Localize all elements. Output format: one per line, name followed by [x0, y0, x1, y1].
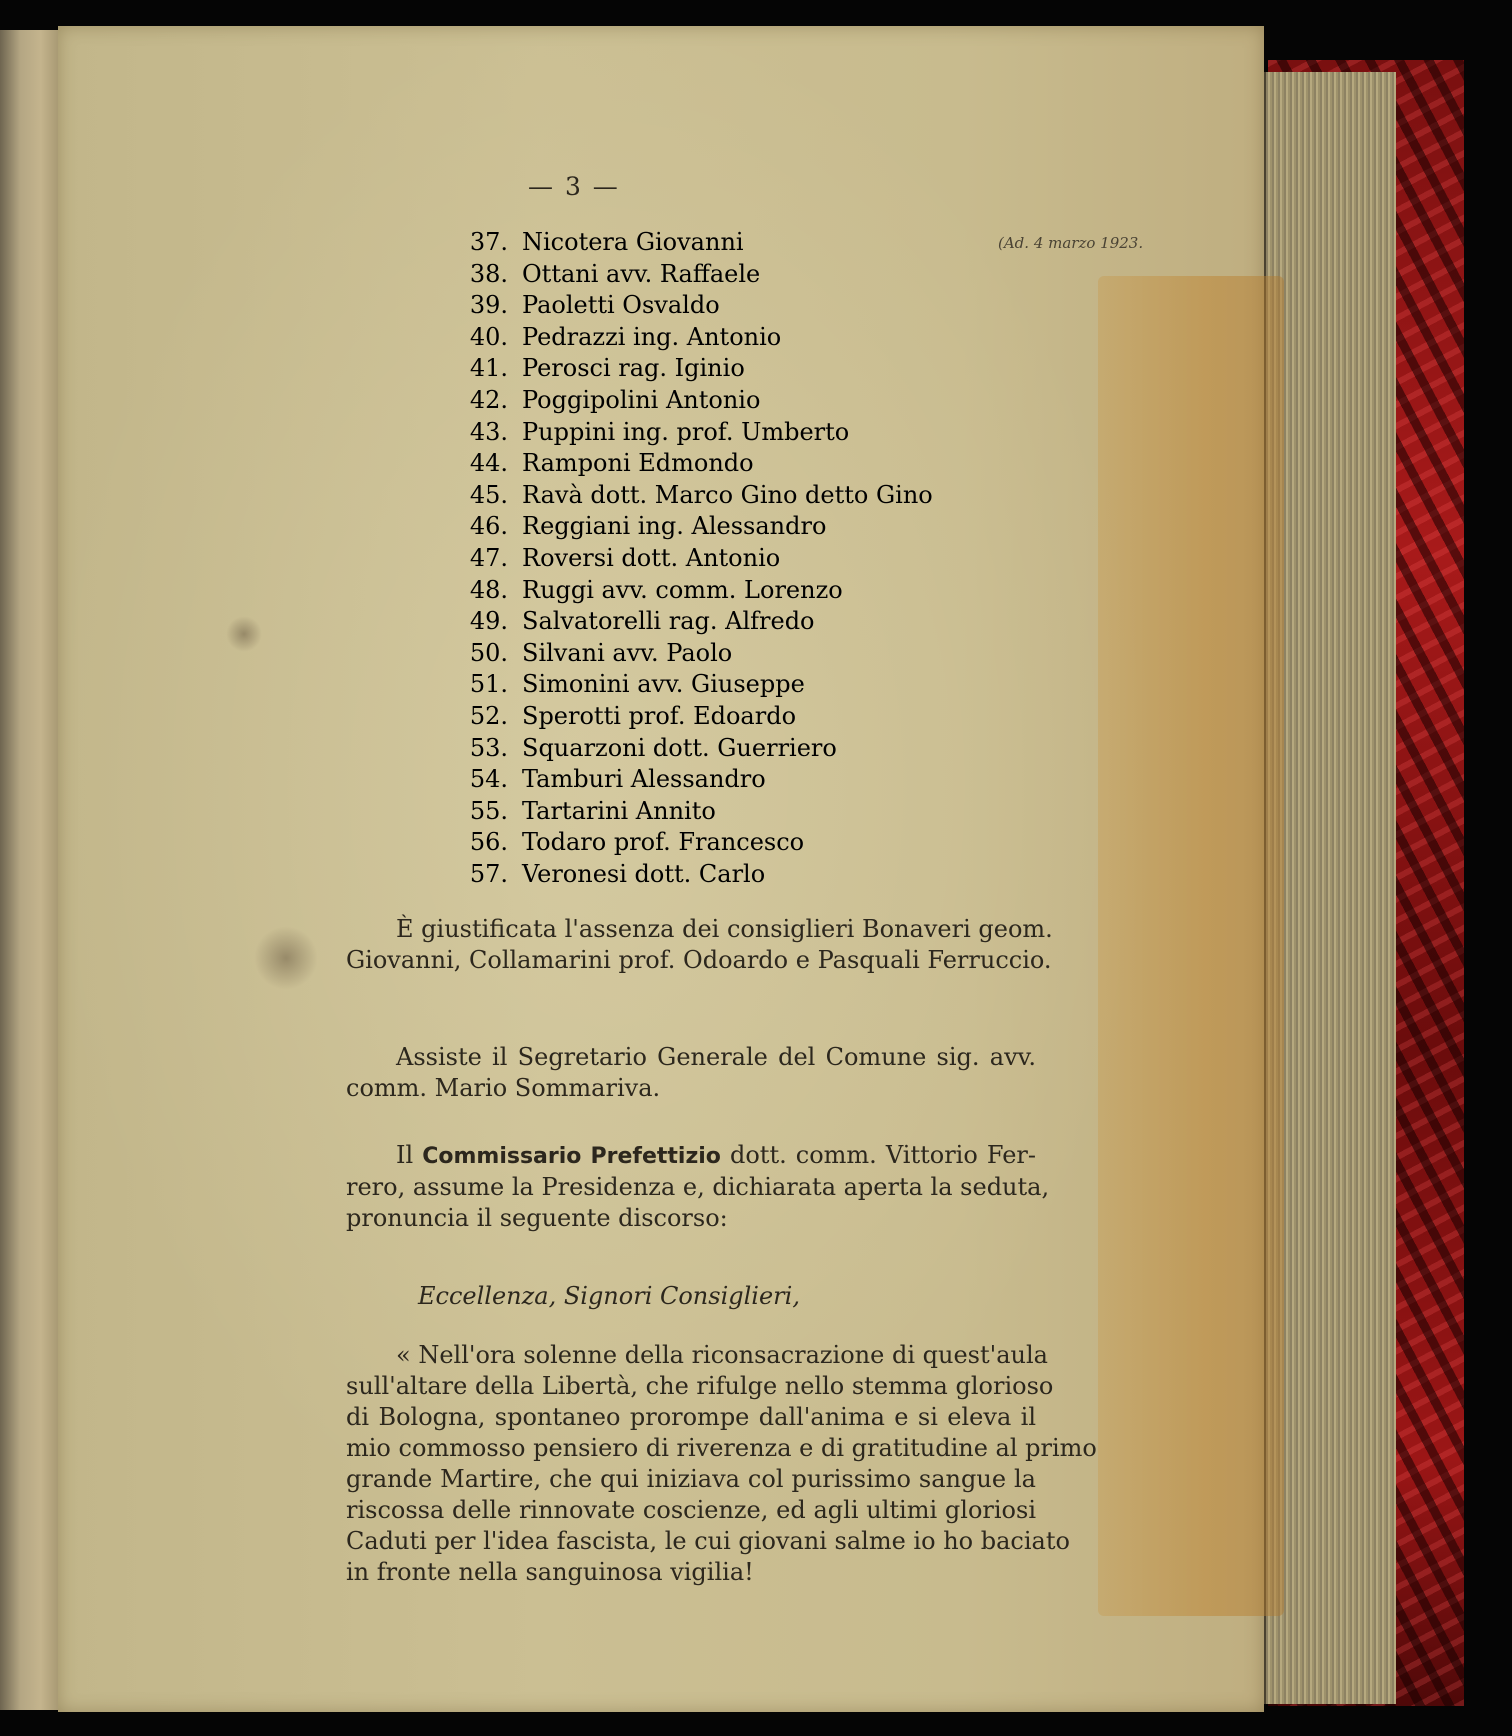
list-item: 51. Simonini avv. Giuseppe	[469, 670, 805, 699]
list-item: 52. Sperotti prof. Edoardo	[469, 701, 797, 730]
page-spot	[226, 616, 262, 652]
list-item: 45. Ravà dott. Marco Gino detto Gino	[469, 480, 933, 509]
list-item: 37. Nicotera Giovanni	[469, 228, 744, 256]
list-item: 54. Tamburi Alessandro	[469, 765, 766, 794]
page-number: — 3 —	[528, 172, 620, 201]
absence-paragraph: È giustificata l'assenza dei consiglieri Bonaveri geom. Giovanni, Collamarini prof. Odoardo e Pasquali Ferruccio.	[346, 915, 1053, 974]
list-item: 55. Tartarini Annito	[469, 796, 716, 825]
page-stain	[1098, 276, 1284, 1616]
list-item: 57. Veronesi dott. Carlo	[469, 859, 766, 888]
list-item: 44. Ramponi Edmondo	[469, 449, 754, 478]
list-item: 47. Roversi dott. Antonio	[469, 543, 781, 572]
list-item: 41. Perosci rag. Iginio	[469, 354, 745, 383]
list-item: 39. Paoletti Osvaldo	[469, 291, 720, 320]
attendee-list	[408, 228, 933, 891]
list-item: 49. Salvatorelli rag. Alfredo	[469, 607, 815, 636]
list-item: 38. Ottani avv. Raffaele	[469, 259, 761, 288]
list-item: 42. Poggipolini Antonio	[469, 385, 761, 414]
salutation-heading: Eccellenza, Signori Consiglieri,	[418, 1282, 800, 1310]
commissioner-paragraph: Il Commissario Prefettizio dott. comm. Vittorio Fer- rero, assume la Presidenza e, dichiarata aperta la seduta, pronuncia il seguente discorso:	[346, 1141, 1050, 1232]
page-spot	[254, 926, 318, 990]
speech-paragraph: « Nell'ora solenne della riconsacrazione di quest'aula sull'altare della Libertà, che rifulge nello stemma glorioso di Bologna, spontaneo prorompe dall'anima e si eleva il mio commosso pensiero di riverenza e di gratitudine al primo grande Martire, che qui iniziava col purissimo sangue la riscossa delle rinnovate coscienze, ed agli ultimi gloriosi Caduti per l'idea fascista, le cui giovani salme io ho baciato in fronte nella sanguinosa vigilia!	[346, 1341, 1097, 1586]
list-item: 40. Pedrazzi ing. Antonio	[469, 322, 782, 351]
secretary-paragraph: Assiste il Segretario Generale del Comune sig. avv. comm. Mario Sommariva.	[346, 1043, 1036, 1102]
list-item: 46. Reggiani ing. Alessandro	[469, 512, 827, 541]
list-item: 48. Ruggi avv. comm. Lorenzo	[469, 575, 843, 604]
list-item: 43. Puppini ing. prof. Umberto	[469, 417, 850, 446]
facing-page-edge	[0, 30, 61, 1710]
list-item: 53. Squarzoni dott. Guerriero	[469, 733, 837, 762]
list-item: 56. Todaro prof. Francesco	[469, 828, 805, 857]
margin-note: (Ad. 4 marzo 1923.	[998, 234, 1144, 252]
list-item: 50. Silvani avv. Paolo	[469, 638, 733, 667]
book-page	[58, 26, 1264, 1712]
